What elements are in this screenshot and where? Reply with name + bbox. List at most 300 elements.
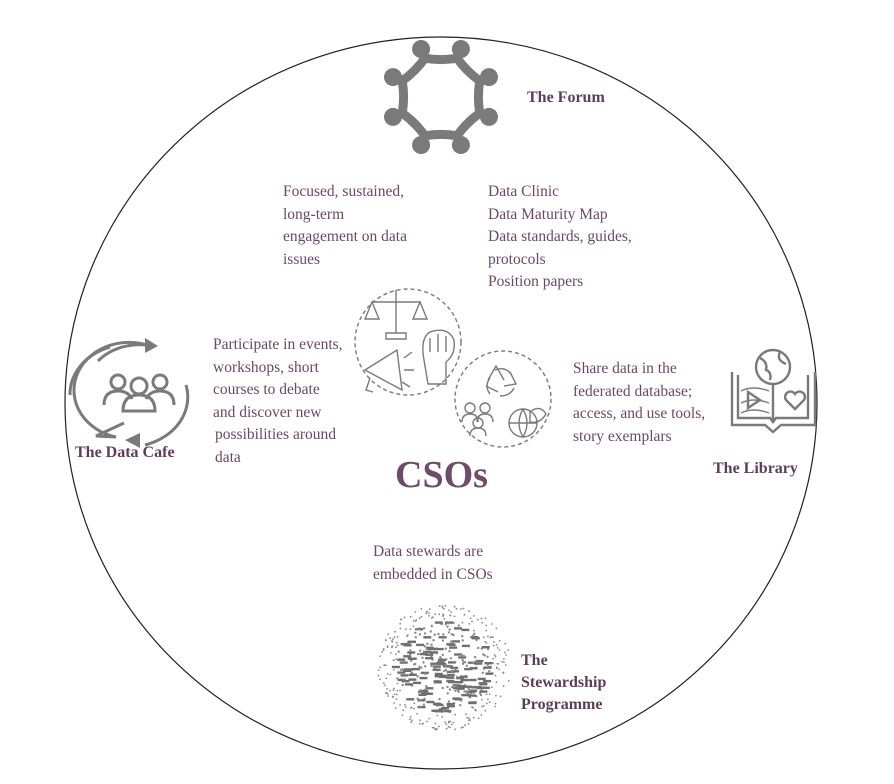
sphere-dot <box>421 657 423 659</box>
sphere-dot <box>465 713 467 715</box>
sphere-dot <box>503 658 505 660</box>
sphere-dot <box>400 619 402 621</box>
sphere-dot <box>492 658 494 660</box>
sphere-dot <box>454 690 456 692</box>
sphere-dot <box>378 669 380 671</box>
sphere-dot <box>387 633 389 635</box>
sphere-dot <box>435 729 437 731</box>
sphere-dot <box>437 705 439 707</box>
person-arm <box>402 58 425 81</box>
sphere-dot <box>400 628 402 630</box>
sphere-dot <box>451 686 453 688</box>
sphere-dot <box>442 639 444 641</box>
sphere-dot <box>442 687 444 689</box>
sphere-dot <box>439 605 441 607</box>
sphere-dot <box>484 641 486 643</box>
sphere-dot <box>454 606 456 608</box>
sphere-dot <box>493 641 495 643</box>
sphere-dot <box>450 615 452 617</box>
forum-output-item: Position papers <box>488 273 584 290</box>
sphere-dot <box>442 654 444 656</box>
sphere-dot <box>504 652 506 654</box>
sphere-dot <box>402 684 404 686</box>
stewardship-title-line: The <box>521 652 548 669</box>
sphere-dot <box>421 616 423 618</box>
sphere-dash <box>483 680 491 682</box>
sphere-dot <box>399 690 401 692</box>
sphere-dot <box>423 627 425 629</box>
sphere-dot <box>397 636 399 638</box>
sphere-dot <box>398 651 400 653</box>
sphere-dash <box>438 659 446 661</box>
sphere-dot <box>395 646 397 648</box>
sphere-dot <box>418 627 420 629</box>
sphere-dot <box>445 658 447 660</box>
sphere-dot <box>447 692 449 694</box>
sphere-dot <box>415 619 417 621</box>
sphere-dash <box>439 636 447 638</box>
sphere-dot <box>496 681 498 683</box>
sphere-dot <box>496 667 498 669</box>
sphere-dot <box>410 660 412 662</box>
sphere-dot <box>425 612 427 614</box>
library-title: The Library <box>713 460 798 477</box>
sphere-dot <box>438 613 440 615</box>
sphere-dot <box>454 661 456 663</box>
sphere-dash <box>471 686 479 688</box>
sphere-dot <box>399 704 401 706</box>
sphere-dot <box>454 668 456 670</box>
forum-description-line: Focused, sustained, <box>283 183 404 200</box>
sphere-dot <box>495 703 497 705</box>
sphere-dot <box>419 633 421 635</box>
sphere-dot <box>446 686 448 688</box>
person-arm <box>478 81 479 113</box>
sphere-dot <box>424 632 426 634</box>
sphere-dot <box>386 688 388 690</box>
sphere-dot <box>485 625 487 627</box>
sphere-dot <box>470 617 472 619</box>
sphere-dash <box>447 674 455 676</box>
sphere-dash <box>397 659 405 661</box>
sphere-dot <box>501 661 503 663</box>
sphere-dash <box>408 678 416 680</box>
cafe-description <box>213 334 343 469</box>
sphere-dot <box>498 668 500 670</box>
sphere-dot <box>454 714 456 716</box>
sphere-dot <box>456 676 458 678</box>
sphere-dash <box>434 681 442 683</box>
sphere-dot <box>430 665 432 667</box>
sphere-dash <box>447 703 455 705</box>
sphere-dot <box>471 706 473 708</box>
sphere-dash <box>412 668 420 670</box>
sphere-dot <box>397 683 399 685</box>
sphere-dot <box>393 659 395 661</box>
sphere-dot <box>476 660 478 662</box>
sphere-dot <box>394 636 396 638</box>
sphere-dash <box>420 677 428 679</box>
sphere-dot <box>472 662 474 664</box>
sphere-dot <box>492 636 494 638</box>
sphere-dot <box>507 649 509 651</box>
sphere-dot <box>381 651 383 653</box>
sphere-dot <box>461 635 463 637</box>
person-arm <box>457 113 480 136</box>
sphere-dot <box>402 661 404 663</box>
stewardship-description <box>373 541 493 586</box>
sphere-dot <box>454 616 456 618</box>
library-description-line: Share data in the <box>573 360 677 377</box>
forum-output-item: Data Maturity Map <box>488 205 608 223</box>
sphere-dot <box>422 661 424 663</box>
sphere-dot <box>407 634 409 636</box>
sphere-dot <box>419 650 421 652</box>
cafe-description-line: Participate in events, <box>213 336 343 353</box>
sphere-dot <box>444 721 446 723</box>
library-description <box>573 358 705 448</box>
sphere-dot <box>410 716 412 718</box>
sphere-dot <box>420 608 422 610</box>
sphere-dot <box>391 640 393 642</box>
sphere-dot <box>458 624 460 626</box>
sphere-dot <box>468 723 470 725</box>
sphere-dash <box>478 678 486 680</box>
sphere-dot <box>410 721 412 723</box>
sphere-dot <box>485 710 487 712</box>
sphere-dot <box>456 608 458 610</box>
forum-output-item: protocols <box>488 250 546 268</box>
sphere-dot <box>491 686 493 688</box>
sphere-dot <box>481 699 483 701</box>
sphere-dot <box>396 642 398 644</box>
sphere-dot <box>487 635 489 637</box>
sphere-dot <box>445 605 447 607</box>
sphere-dot <box>447 643 449 645</box>
sphere-dot <box>474 656 476 658</box>
sphere-dot <box>426 721 428 723</box>
sphere-dot <box>402 714 404 716</box>
sphere-dot <box>430 644 432 646</box>
sphere-dot <box>463 608 465 610</box>
cafe-description-line: and discover new <box>213 403 322 421</box>
sphere-dot <box>473 717 475 719</box>
sphere-dot <box>496 644 498 646</box>
sphere-dot <box>385 692 387 694</box>
sphere-dash <box>407 651 415 653</box>
sphere-dot <box>505 664 507 666</box>
sphere-dot <box>419 723 421 725</box>
sphere-dash <box>409 674 417 676</box>
sphere-dot <box>468 610 470 612</box>
sphere-dash <box>469 690 477 692</box>
sphere-dot <box>497 663 499 665</box>
person-arm <box>457 58 480 81</box>
sphere-dot <box>415 611 417 613</box>
sphere-dot <box>419 689 421 691</box>
sphere-dot <box>462 639 464 641</box>
sphere-dot <box>495 656 497 658</box>
sphere-dot <box>396 677 398 679</box>
sphere-dot <box>413 625 415 627</box>
sphere-dot <box>477 647 479 649</box>
sphere-dash <box>401 674 409 676</box>
sphere-dot <box>500 696 502 698</box>
sphere-dot <box>463 655 465 657</box>
stewardship-description-line: embedded in CSOs <box>373 565 493 583</box>
sphere-dot <box>461 727 463 729</box>
sphere-dot <box>448 631 450 633</box>
sphere-dot <box>464 724 466 726</box>
sphere-dot <box>472 635 474 637</box>
person-arm <box>402 81 403 113</box>
sphere-dot <box>385 639 387 641</box>
sphere-dot <box>492 662 494 664</box>
sphere-dot <box>485 630 487 632</box>
sphere-dash <box>430 651 438 653</box>
sphere-dot <box>480 618 482 620</box>
sphere-dot <box>442 633 444 635</box>
sphere-dot <box>405 706 407 708</box>
sphere-dot <box>451 671 453 673</box>
sphere-dash <box>452 640 460 642</box>
sphere-dot <box>489 693 491 695</box>
sphere-dot <box>503 661 505 663</box>
sphere-dot <box>449 628 451 630</box>
sphere-dash <box>405 683 413 685</box>
sphere-dash <box>408 658 416 660</box>
sphere-dot <box>448 610 450 612</box>
sphere-dot <box>379 655 381 657</box>
sphere-dash <box>438 675 446 677</box>
forum-description-line: engagement on data <box>283 228 407 245</box>
sphere-dot <box>387 693 389 695</box>
sphere-dot <box>445 665 447 667</box>
sphere-dot <box>413 620 415 622</box>
sphere-dot <box>438 698 440 700</box>
sphere-dot <box>480 694 482 696</box>
sphere-dot <box>504 643 506 645</box>
center-label: CSOs <box>395 454 488 496</box>
sphere-dot <box>387 695 389 697</box>
sphere-dash <box>392 666 400 668</box>
sphere-dot <box>457 690 459 692</box>
sphere-dot <box>415 636 417 638</box>
sphere-dot <box>450 611 452 613</box>
forum-outputs <box>488 181 632 294</box>
sphere-dot <box>459 704 461 706</box>
sphere-dot <box>401 668 403 670</box>
sphere-dot <box>481 622 483 624</box>
sphere-dot <box>395 653 397 655</box>
sphere-dot <box>397 645 399 647</box>
sphere-dot <box>425 673 427 675</box>
forum-title: The Forum <box>527 89 605 106</box>
sphere-dash <box>470 636 478 638</box>
sphere-dot <box>443 618 445 620</box>
people-circle-icon <box>384 40 498 154</box>
sphere-dot <box>473 615 475 617</box>
sphere-dash <box>449 646 457 648</box>
sphere-dot <box>392 696 394 698</box>
sphere-dot <box>499 640 501 642</box>
sphere-dash <box>470 667 478 669</box>
sphere-dot <box>389 690 391 692</box>
sphere-dash <box>436 648 444 650</box>
sphere-dash <box>458 656 466 658</box>
sphere-dot <box>443 615 445 617</box>
sphere-dot <box>429 608 431 610</box>
sphere-dash <box>446 677 454 679</box>
sphere-dash <box>483 666 491 668</box>
sphere-dot <box>454 728 456 730</box>
sphere-dot <box>446 626 448 628</box>
sphere-dot <box>495 695 497 697</box>
sphere-dot <box>434 634 436 636</box>
sphere-dot <box>487 664 489 666</box>
sphere-dash <box>446 680 454 682</box>
sphere-dot <box>486 694 488 696</box>
sphere-dash <box>460 679 468 681</box>
sphere-dash <box>468 694 476 696</box>
sphere-dot <box>383 649 385 651</box>
sphere-dot <box>441 716 443 718</box>
sphere-dot <box>443 670 445 672</box>
sphere-dot <box>493 645 495 647</box>
sphere-dot <box>450 657 452 659</box>
sphere-dot <box>434 723 436 725</box>
sphere-dot <box>448 650 450 652</box>
cafe-description-line: courses to debate <box>213 381 320 398</box>
sphere-dot <box>505 654 507 656</box>
sphere-dot <box>490 636 492 638</box>
sphere-dash <box>452 697 460 699</box>
library-description-line: access, and use tools, <box>573 405 706 422</box>
sphere-dot <box>448 722 450 724</box>
cafe-description-line: possibilities around <box>215 426 336 443</box>
sphere-dot <box>389 637 391 639</box>
stewardship-title-line: Stewardship <box>521 674 607 691</box>
sphere-dot <box>445 723 447 725</box>
sphere-dot <box>503 685 505 687</box>
person-arm <box>402 113 425 136</box>
sphere-dot <box>399 623 401 625</box>
dotted-sphere-icon <box>377 605 509 731</box>
sphere-dot <box>508 680 510 682</box>
sphere-dot <box>405 628 407 630</box>
sphere-dot <box>499 649 501 651</box>
sphere-dot <box>410 628 412 630</box>
sphere-dot <box>385 678 387 680</box>
sphere-dash <box>425 657 433 659</box>
sphere-dot <box>411 707 413 709</box>
sphere-dot <box>464 661 466 663</box>
sphere-dot <box>432 727 434 729</box>
sphere-dot <box>413 702 415 704</box>
sphere-dot <box>447 622 449 624</box>
sphere-dash <box>433 665 441 667</box>
sphere-dot <box>419 719 421 721</box>
sphere-dot <box>460 608 462 610</box>
sphere-dot <box>466 665 468 667</box>
forum-description-line: issues <box>283 250 321 268</box>
sphere-dash <box>433 669 441 671</box>
sphere-dash <box>435 710 443 712</box>
stewardship-description-line: Data stewards are <box>373 543 484 560</box>
recycle-globe-icon <box>455 351 551 447</box>
sphere-dot <box>423 703 425 705</box>
sphere-dot <box>477 619 479 621</box>
library-description-line: federated database; <box>573 382 693 400</box>
stewardship-title <box>521 650 606 716</box>
sphere-dot <box>393 689 395 691</box>
sphere-dot <box>449 727 451 729</box>
sphere-dot <box>469 719 471 721</box>
sphere-dot <box>425 685 427 687</box>
forum-output-item: Data standards, guides, <box>488 228 632 245</box>
sphere-dot <box>416 698 418 700</box>
sphere-dot <box>411 719 413 721</box>
sphere-dot <box>473 630 475 632</box>
sphere-dot <box>434 613 436 615</box>
sphere-dash <box>455 681 463 683</box>
sphere-dot <box>483 705 485 707</box>
sphere-dot <box>424 645 426 647</box>
sphere-dot <box>431 617 433 619</box>
sphere-dot <box>396 690 398 692</box>
sphere-dash <box>413 682 421 684</box>
chat-group-icon <box>70 338 188 448</box>
sphere-dot <box>430 630 432 632</box>
sphere-dot <box>396 694 398 696</box>
sphere-dot <box>417 653 419 655</box>
sphere-dot <box>436 715 438 717</box>
sphere-dot <box>478 718 480 720</box>
sphere-dot <box>420 699 422 701</box>
sphere-dash <box>428 648 436 650</box>
sphere-dot <box>390 652 392 654</box>
sphere-dash <box>462 645 470 647</box>
person-arm <box>425 58 457 59</box>
sphere-dot <box>394 693 396 695</box>
sphere-dash <box>425 693 433 695</box>
sphere-dash <box>461 629 469 631</box>
sphere-dot <box>377 675 379 677</box>
sphere-dot <box>404 617 406 619</box>
sphere-dash <box>416 644 424 646</box>
sphere-dot <box>379 678 381 680</box>
sphere-dot <box>462 622 464 624</box>
cafe-title: The Data Cafe <box>75 444 175 461</box>
sphere-dot <box>484 654 486 656</box>
sphere-dot <box>466 717 468 719</box>
sphere-dot <box>491 623 493 625</box>
sphere-dot <box>449 721 451 723</box>
sphere-dash <box>403 655 411 657</box>
sphere-dot <box>391 647 393 649</box>
sphere-dot <box>483 637 485 639</box>
sphere-dot <box>494 654 496 656</box>
sphere-dot <box>422 723 424 725</box>
sphere-dot <box>420 667 422 669</box>
sphere-dot <box>486 656 488 658</box>
sphere-dot <box>396 698 398 700</box>
sphere-dot <box>426 610 428 612</box>
sphere-dot <box>488 670 490 672</box>
sphere-dot <box>431 625 433 627</box>
open-book-icon <box>732 350 815 432</box>
sphere-dot <box>393 702 395 704</box>
